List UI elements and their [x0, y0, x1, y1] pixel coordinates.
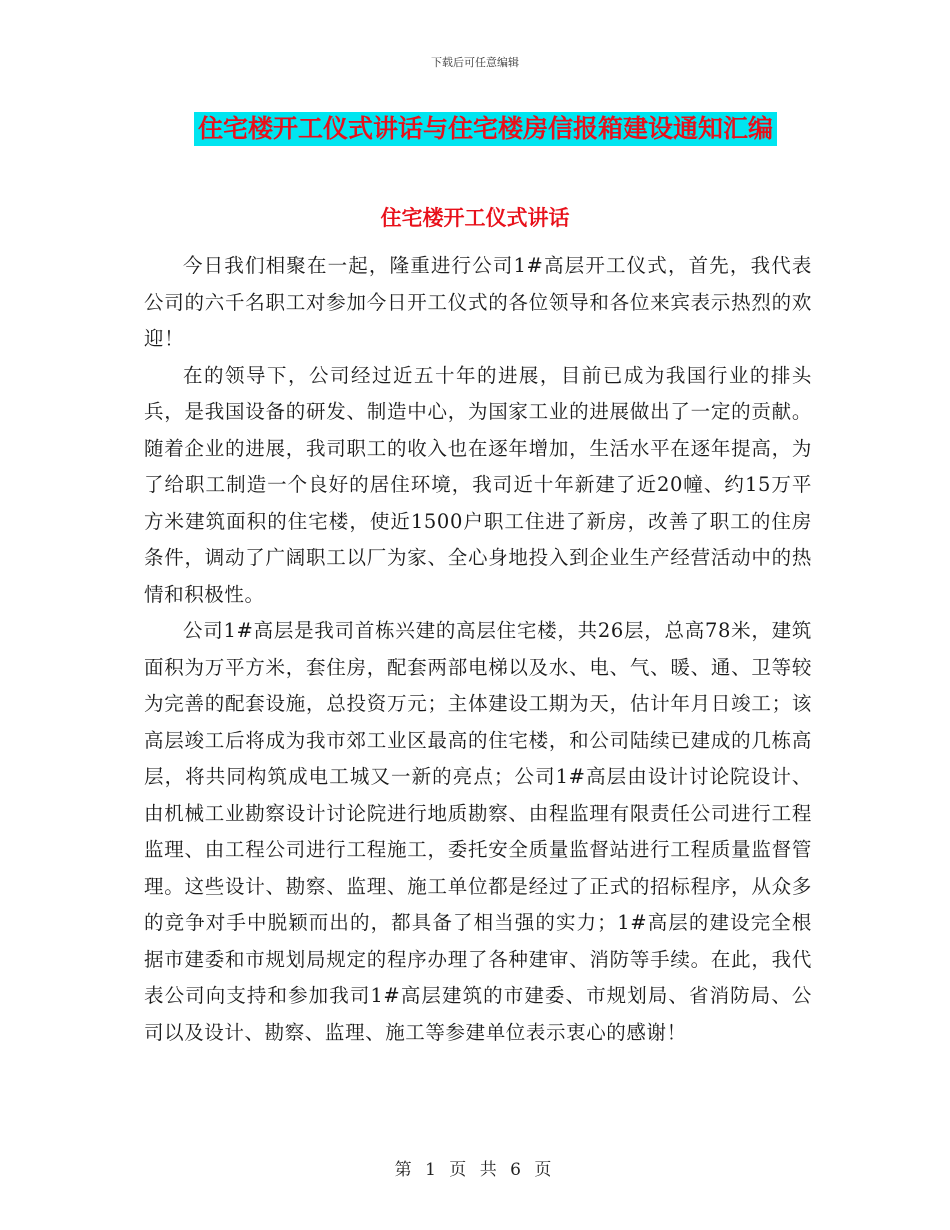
paragraph: 公司1#高层是我司首栋兴建的高层住宅楼，共26层，总高78米，建筑面积为万平方米，套住房，配套两部电梯以及水、电、气、暖、通、卫等较为完善的配套设施，总投资万元；主体建设工期为天，估计年月日竣工；该高层竣工后将成为我市郊工业区最高的住宅楼，和公司陆续已建成的几栋高层，将共同构筑成电工城又一新的亮点；公司1#高层由设计讨论院设计、由机械工业勘察设计讨论院进行地质勘察、由程监理有限责任公司进行工程监理、由工程公司进行工程施工，委托安全质量监督站进行工程质量监督管理。这些设计、勘察、监理、施工单位都是经过了正式的招标程序，从众多的竞争对手中脱颖而出的，都具备了相当强的实力；1#高层的建设完全根据市建委和市规划局规定的程序办理了各种建审、消防等手续。在此，我代表公司向支持和参加我司1#高层建筑的市建委、市规划局、省消防局、公司以及设计、勘察、监理、施工等参建单位表示衷心的感谢！	[144, 619, 812, 1044]
header-note: 下载后可任意编辑	[431, 56, 519, 69]
document-title: 住宅楼开工仪式讲话与住宅楼房信报箱建设通知汇编	[194, 112, 777, 146]
document-body	[144, 248, 812, 1051]
paragraph: 在的领导下，公司经过近五十年的进展，目前已成为我国行业的排头兵，是我国设备的研发、制造中心，为国家工业的进展做出了一定的贡献。随着企业的进展，我司职工的收入也在逐年增加，生活水平在逐年提高，为了给职工制造一个良好的居住环境，我司近十年新建了近20幢、约15万平方米建筑面积的住宅楼，使近1500户职工住进了新房，改善了职工的住房条件，调动了广阔职工以厂为家、全心身地投入到企业生产经营活动中的热情和积极性。	[144, 363, 812, 606]
paragraph: 今日我们相聚在一起，隆重进行公司1#高层开工仪式，首先，我代表公司的六千名职工对参加今日开工仪式的各位领导和各位来宾表示热烈的欢迎！	[144, 254, 812, 350]
page-footer: 第 1 页 共 6 页	[394, 1160, 556, 1180]
section-title: 住宅楼开工仪式讲话	[380, 205, 570, 230]
